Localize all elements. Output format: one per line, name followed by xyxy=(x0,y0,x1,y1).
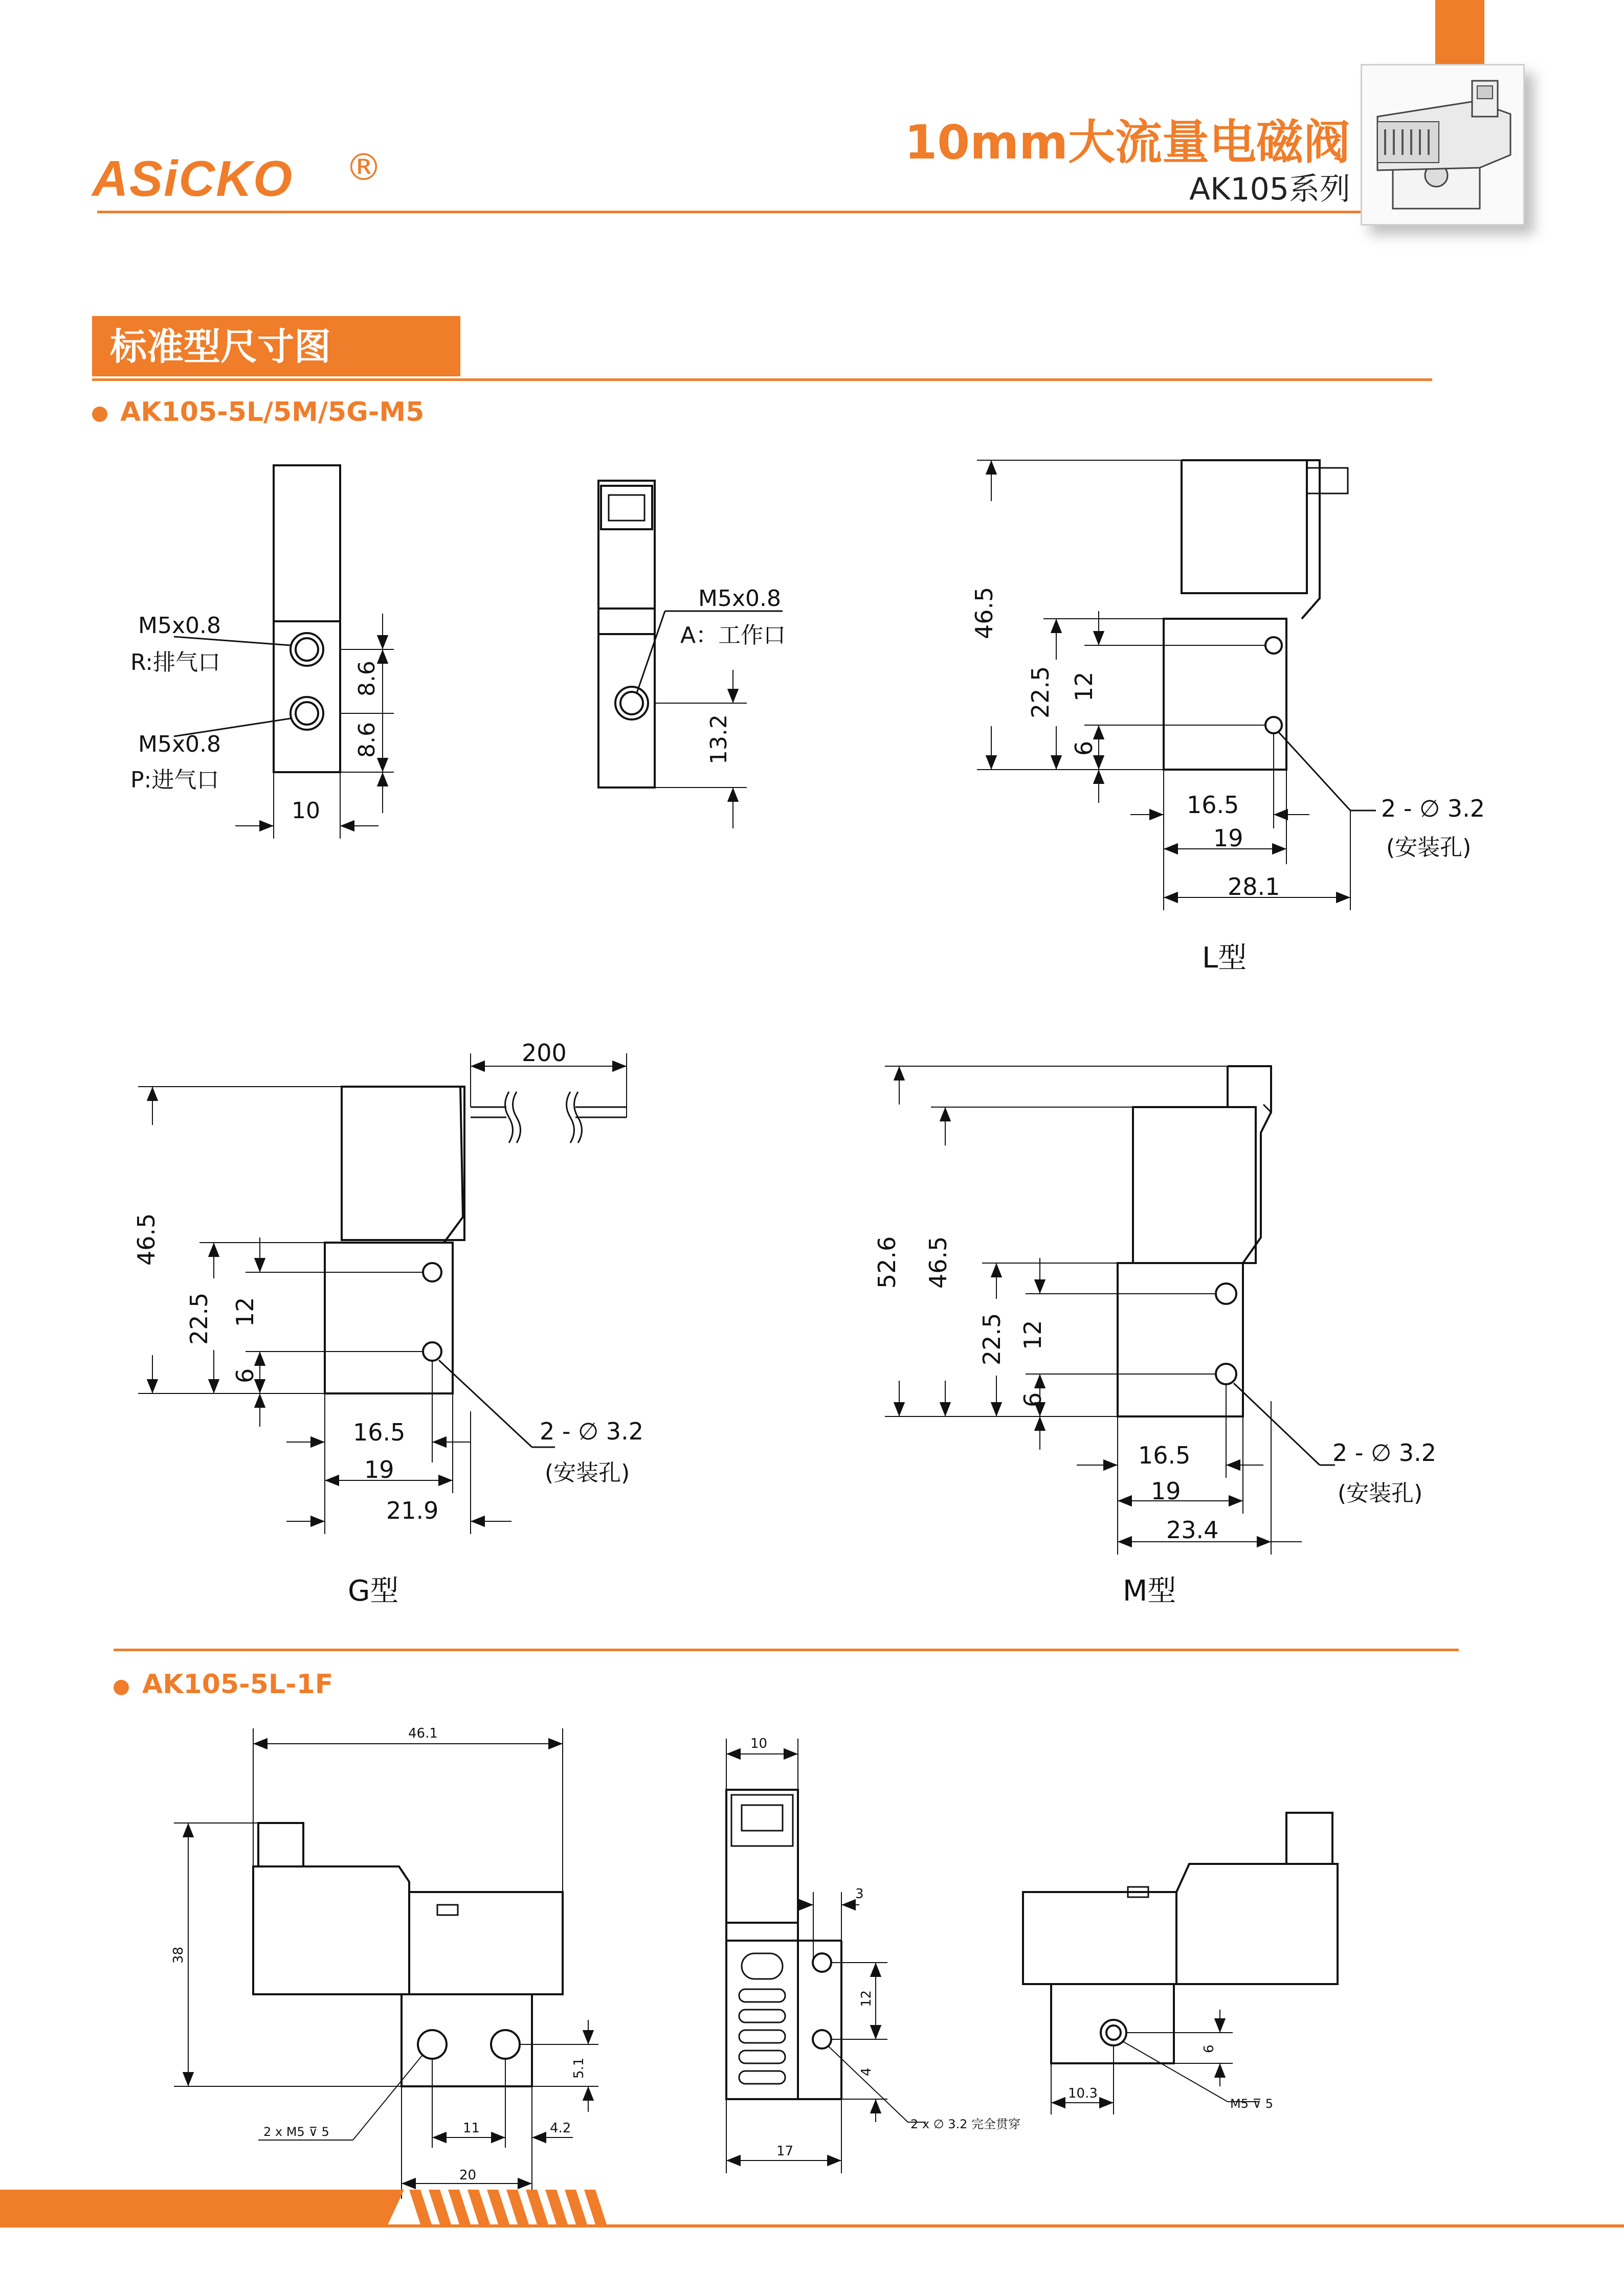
side-port-a-thread: M5x0.8 xyxy=(698,586,781,612)
front-dim-pitch-1: 8.6 xyxy=(354,661,380,696)
m2a-dim-height: 38 xyxy=(171,1946,186,1964)
m2b-hole-callout: 2 x ∅ 3.2 完全贯穿 xyxy=(910,2117,1021,2131)
registered-mark: ® xyxy=(345,146,382,189)
g-hole-callout: 2 - ∅ 3.2 xyxy=(540,1417,643,1445)
g-dim-total: 21.9 xyxy=(386,1497,439,1524)
m2a-dim-5-1: 5.1 xyxy=(571,2057,587,2079)
side-view-drawing xyxy=(598,481,783,828)
m-hole-note: (安装孔) xyxy=(1338,1480,1423,1506)
front-dim-width: 10 xyxy=(292,798,320,824)
g-dim-height: 46.5 xyxy=(132,1213,160,1266)
l-type-label: L型 xyxy=(1202,941,1247,975)
l-hole-note: (安装孔) xyxy=(1386,835,1472,861)
m2c-dim-10-3: 10.3 xyxy=(1068,2086,1098,2101)
l-dim-body: 22.5 xyxy=(1027,666,1054,718)
g-dim-hole-low: 6 xyxy=(231,1368,259,1383)
section-title: 标准型尺寸图 xyxy=(110,325,331,368)
front-port-p-label: P:进气口 xyxy=(130,767,219,793)
l-dim-total: 28.1 xyxy=(1228,873,1280,901)
m-dim-hole-pitch: 12 xyxy=(1019,1320,1047,1350)
page-subtitle: AK105系列 xyxy=(1189,171,1350,207)
m-type-drawing xyxy=(885,1066,1335,1555)
m2b-dim-12: 12 xyxy=(859,1990,874,2007)
g-dim-body: 22.5 xyxy=(185,1292,213,1345)
m-type-label: M型 xyxy=(1123,1574,1176,1608)
m-dim-total-height: 52.6 xyxy=(873,1236,901,1289)
l-dim-19: 19 xyxy=(1213,824,1243,852)
m2a-dim-20: 20 xyxy=(459,2168,477,2183)
model2-view-c-drawing xyxy=(1023,1813,1338,2114)
m2c-dim-6: 6 xyxy=(1202,2044,1217,2053)
l-dim-16-5: 16.5 xyxy=(1187,791,1239,819)
front-port-r-thread: M5x0.8 xyxy=(138,613,221,639)
m2b-dim-3: 3 xyxy=(855,1886,864,1902)
model-heading-1: AK105-5L/5M/5G-M5 xyxy=(120,397,425,427)
g-dim-16-5: 16.5 xyxy=(353,1419,406,1446)
m-dim-height: 46.5 xyxy=(924,1236,952,1289)
side-port-a-label: A：工作口 xyxy=(680,622,786,648)
side-dim-a-height: 13.2 xyxy=(706,714,732,764)
l-dim-hole-low: 6 xyxy=(1070,740,1098,756)
m2a-port-callout: 2 x M5 ⊽ 5 xyxy=(263,2125,329,2139)
m2a-dim-4-2: 4.2 xyxy=(550,2121,571,2136)
g-type-label: G型 xyxy=(348,1574,399,1608)
footer-stripes xyxy=(409,2190,614,2224)
m2b-dim-4: 4 xyxy=(859,2067,874,2076)
model2-view-a-drawing xyxy=(174,1728,598,2199)
m-dim-19: 19 xyxy=(1151,1477,1181,1505)
front-dim-pitch-2: 8.6 xyxy=(354,722,380,758)
g-dim-19: 19 xyxy=(364,1456,394,1483)
m-dim-hole-low: 6 xyxy=(1019,1392,1047,1407)
m2b-dim-17: 17 xyxy=(776,2144,794,2159)
m2a-dim-11: 11 xyxy=(463,2121,480,2136)
m-hole-callout: 2 - ∅ 3.2 xyxy=(1332,1439,1436,1467)
l-dim-height: 46.5 xyxy=(970,587,998,639)
g-dim-wire: 200 xyxy=(522,1039,567,1067)
m2a-dim-length: 46.1 xyxy=(408,1726,438,1741)
model-heading-2: AK105-5L-1F xyxy=(142,1669,333,1700)
footer-band xyxy=(0,2190,404,2224)
m-dim-body: 22.5 xyxy=(978,1313,1006,1365)
front-port-p-thread: M5x0.8 xyxy=(138,731,221,757)
brand-logo: ASiCKO xyxy=(92,150,294,207)
footer-rule xyxy=(0,2224,1624,2227)
l-hole-callout: 2 - ∅ 3.2 xyxy=(1381,795,1485,822)
model2-view-b-drawing xyxy=(726,1739,926,2173)
m-dim-16-5: 16.5 xyxy=(1138,1442,1191,1469)
m-dim-total: 23.4 xyxy=(1166,1516,1219,1544)
page-title: 10mm大流量电磁阀 xyxy=(904,115,1350,170)
g-hole-note: (安装孔) xyxy=(545,1460,630,1486)
l-dim-hole-pitch: 12 xyxy=(1070,671,1098,702)
m2b-dim-width: 10 xyxy=(750,1736,768,1751)
front-port-r-label: R:排气口 xyxy=(130,649,221,676)
m2c-port-callout: M5 ⊽ 5 xyxy=(1230,2097,1274,2111)
g-dim-hole-pitch: 12 xyxy=(231,1297,259,1327)
